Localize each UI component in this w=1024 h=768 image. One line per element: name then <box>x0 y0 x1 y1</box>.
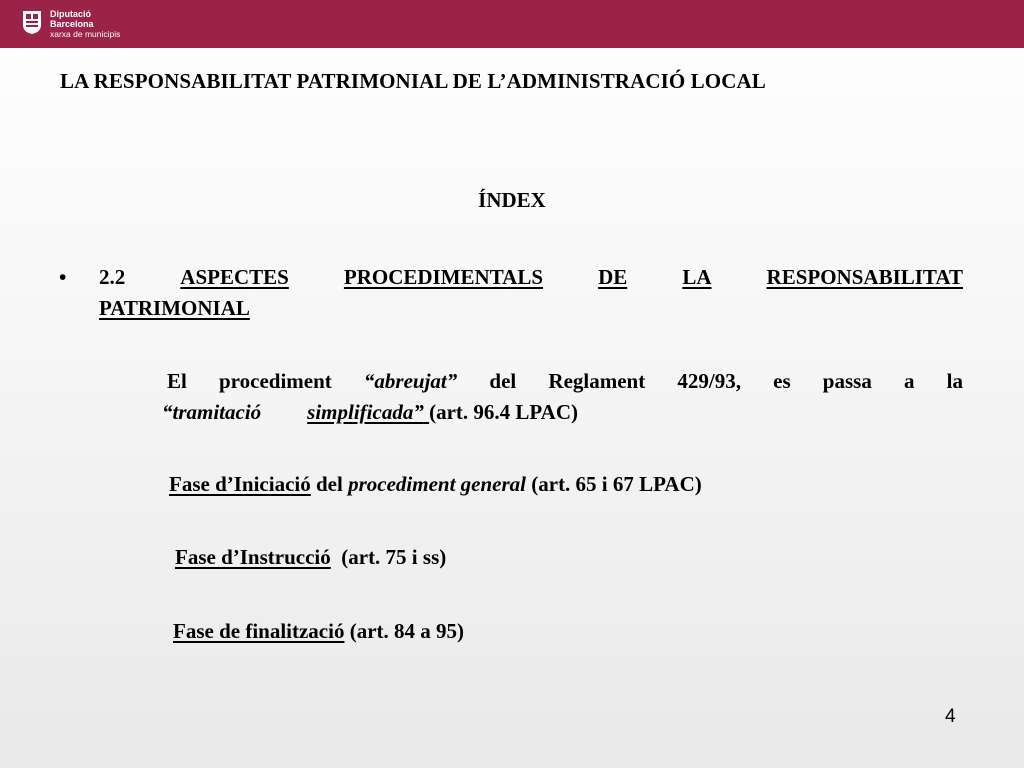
para-article: (art. 96.4 LPAC) <box>429 400 579 424</box>
phase-finalitzacio-text: (art. 84 a 95) <box>344 619 465 643</box>
section-line-2 <box>99 293 963 324</box>
section-word-4: LA <box>682 265 712 289</box>
phase-instruccio-label: Fase d’Instrucció <box>175 545 331 569</box>
logo-text <box>50 9 120 39</box>
procedure-paragraph <box>162 366 963 428</box>
phase-instruccio-text: (art. 75 i ss) <box>330 545 447 569</box>
section-word-1: ASPECTES <box>180 265 289 289</box>
diputacio-logo <box>21 7 161 43</box>
para-word: El <box>167 369 187 393</box>
phase-iniciacio-label: Fase d’Iniciació <box>169 472 311 496</box>
para-word: procediment <box>219 369 332 393</box>
para-word: 429/93, <box>677 369 741 393</box>
para-word: a <box>903 369 915 393</box>
slide-title: LA RESPONSABILITAT PATRIMONIAL DE L’ADMINISTRACIÓ LOCAL <box>60 69 766 93</box>
section-line-1 <box>99 262 963 293</box>
logo-line-3: xarxa de municipis <box>50 29 121 39</box>
para-word: passa <box>822 369 872 393</box>
section-word-3: DE <box>598 265 628 289</box>
para-word-italic: “abreujat” <box>363 369 458 393</box>
para-word: del <box>489 369 517 393</box>
phase-finalitzacio <box>173 619 464 644</box>
section-word-5: RESPONSABILITAT <box>766 265 963 289</box>
logo-line-2: Barcelona <box>50 19 94 29</box>
phase-finalitzacio-label: Fase de finalització <box>173 619 345 643</box>
diputacio-emblem-icon <box>21 9 43 35</box>
para-word: Reglament <box>548 369 646 393</box>
section-heading <box>59 262 963 324</box>
index-heading: ÍNDEX <box>478 188 546 212</box>
page-number: 4 <box>945 706 956 727</box>
section-word-2: PROCEDIMENTALS <box>343 265 544 289</box>
phase-iniciacio-text: del <box>310 472 349 496</box>
para-word: es <box>773 369 791 393</box>
para-word: la <box>946 369 963 393</box>
header-bar <box>0 0 1024 48</box>
phase-iniciacio-italic: procediment general <box>348 472 526 496</box>
bullet: • <box>59 266 67 289</box>
phase-instruccio <box>175 545 446 570</box>
paragraph-line-2 <box>162 397 963 428</box>
phase-iniciacio <box>169 472 702 497</box>
paragraph-line-1 <box>162 366 963 397</box>
logo-line-1: Diputació <box>50 9 92 19</box>
para-italic-simplificada: simplificada” <box>307 400 424 424</box>
section-number: 2.2 <box>99 265 126 289</box>
section-continuation: PATRIMONIAL <box>99 296 250 320</box>
para-italic-tramitacio: “tramitació <box>162 400 262 424</box>
phase-iniciacio-ref: (art. 65 i 67 LPAC) <box>526 472 702 496</box>
